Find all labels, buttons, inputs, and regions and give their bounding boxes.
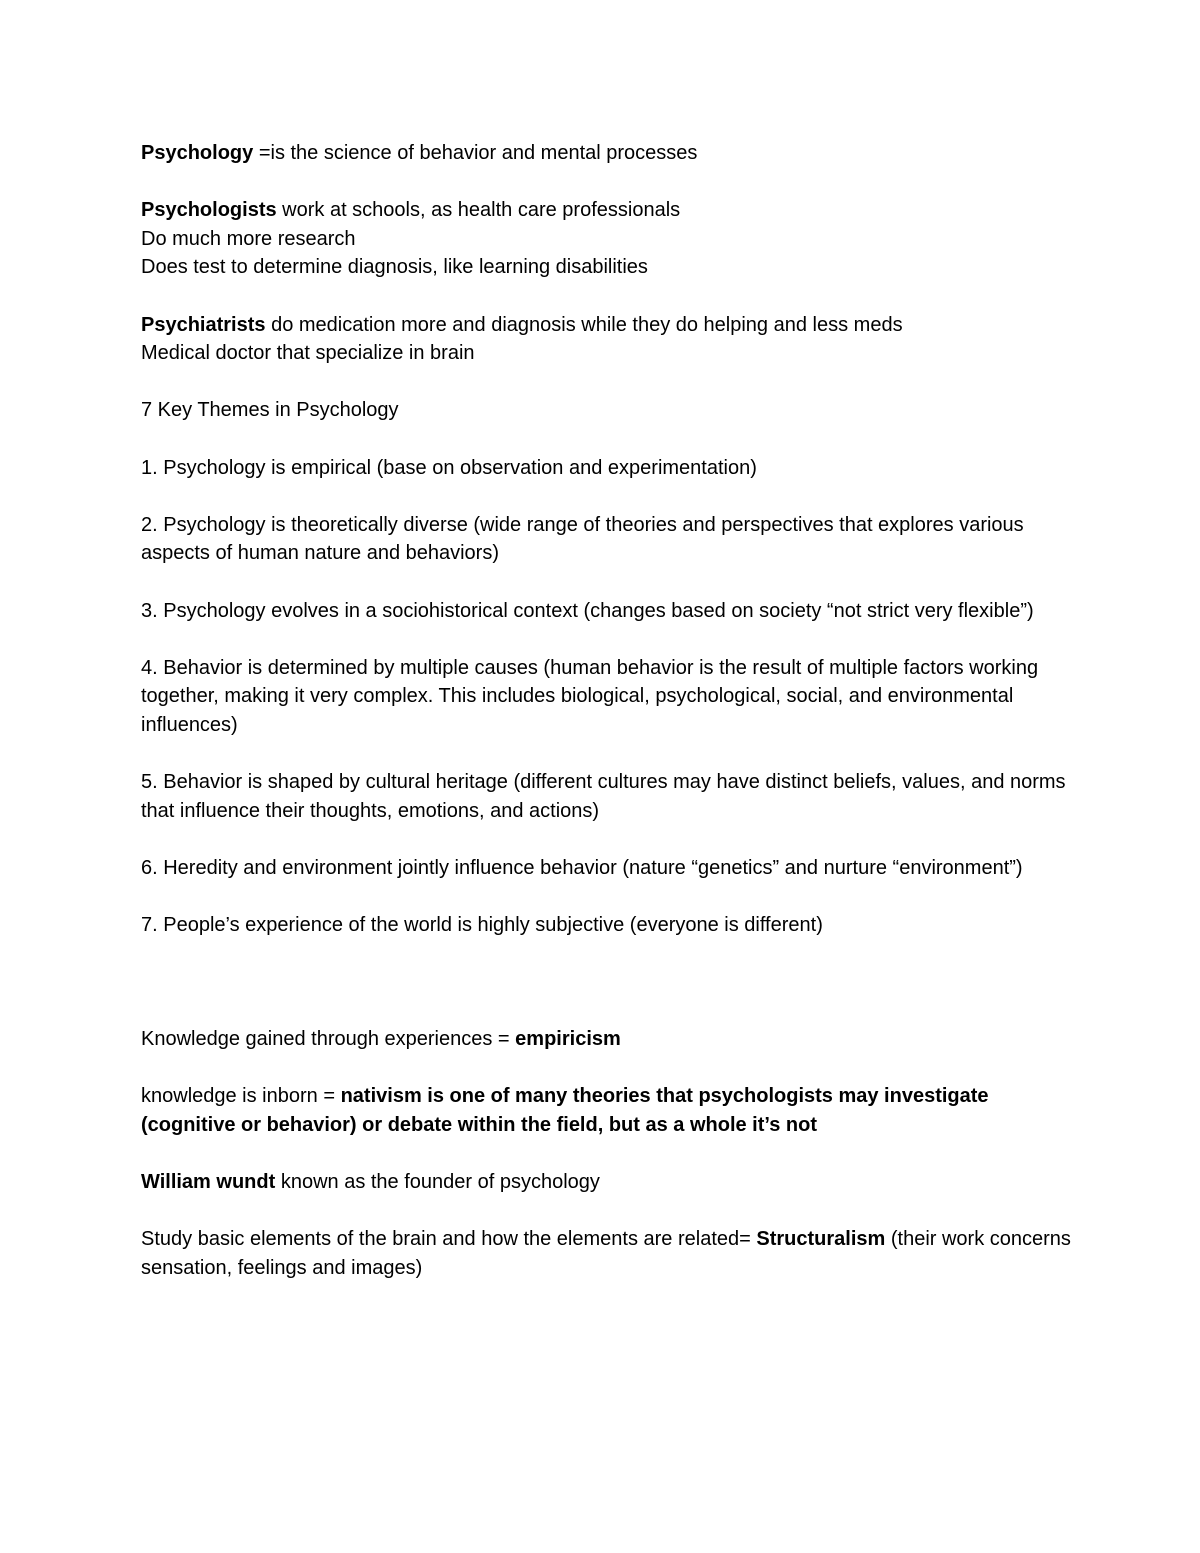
nativism-prefix: knowledge is inborn = [141,1085,341,1108]
psychologists-line-2: Do much more research [141,227,356,250]
term-psychologists: Psychologists [141,199,277,222]
themes-heading: 7 Key Themes in Psychology [141,399,399,422]
psychologists-line-1-text: work at schools, as health care professionals [276,199,681,222]
theme-item-4: 4. Behavior is determined by multiple causes (human behavior is the result of multiple factors working together, making it very complex. This includes biological, psychological, social, and environmental influences) [141,656,1039,736]
psychiatrists-line-1 [141,311,1071,340]
term-psychology: Psychology [141,142,254,164]
theme-item-6: 6. Heredity and environment jointly influence behavior (nature “genetics” and nurture “environment”) [141,856,1023,879]
empiricism-definition [141,1025,1071,1054]
psychology-definition [141,139,1071,168]
theme-item-3: 3. Psychology evolves in a sociohistorical context (changes based on society “not strict very flexible”) [141,599,1034,622]
theme-item-2: 2. Psychology is theoretically diverse (wide range of theories and perspectives that explores various aspects of human nature and behaviors) [141,513,1024,565]
wundt-text: known as the founder of psychology [275,1171,600,1194]
psychologists-line-1 [141,196,1071,225]
term-structuralism: Structuralism [756,1228,886,1251]
psychiatrists-line-2: Medical doctor that specialize in brain [141,342,475,365]
psychiatrists-section [141,311,1071,368]
structuralism-text: (their work concerns sensation, feelings and images) [141,1228,1071,1279]
theme-item-7: 7. People’s experience of the world is highly subjective (everyone is different) [141,914,823,937]
psychologists-line-3: Does test to determine diagnosis, like learning disabilities [141,256,648,279]
theme-item-1: 1. Psychology is empirical (base on observation and experimentation) [141,456,757,479]
psychologists-section [141,196,1071,282]
nativism-definition [141,1082,1071,1139]
psychiatrists-line-1-text: do medication more and diagnosis while they do helping and less meds [265,313,903,336]
term-nativism: nativism is one of many theories that psychologists may investigate (cognitive or behavior) or debate within the field, but as a whole it’s not [141,1085,989,1136]
wundt-definition [141,1168,1071,1197]
document-body [141,139,1071,1311]
term-william-wundt: William wundt [141,1171,276,1194]
blank-spacer [141,968,1071,1025]
structuralism-definition [141,1225,1071,1282]
term-psychiatrists: Psychiatrists [141,313,266,336]
structuralism-prefix: Study basic elements of the brain and how the elements are related= [141,1228,757,1251]
theme-item-5: 5. Behavior is shaped by cultural heritage (different cultures may have distinct beliefs, values, and norms that influence their thoughts, emotions, and actions) [141,771,1066,822]
psychology-definition-text: =is the science of behavior and mental processes [253,142,698,164]
empiricism-prefix: Knowledge gained through experiences = [141,1028,516,1051]
term-empiricism: empiricism [515,1028,621,1051]
